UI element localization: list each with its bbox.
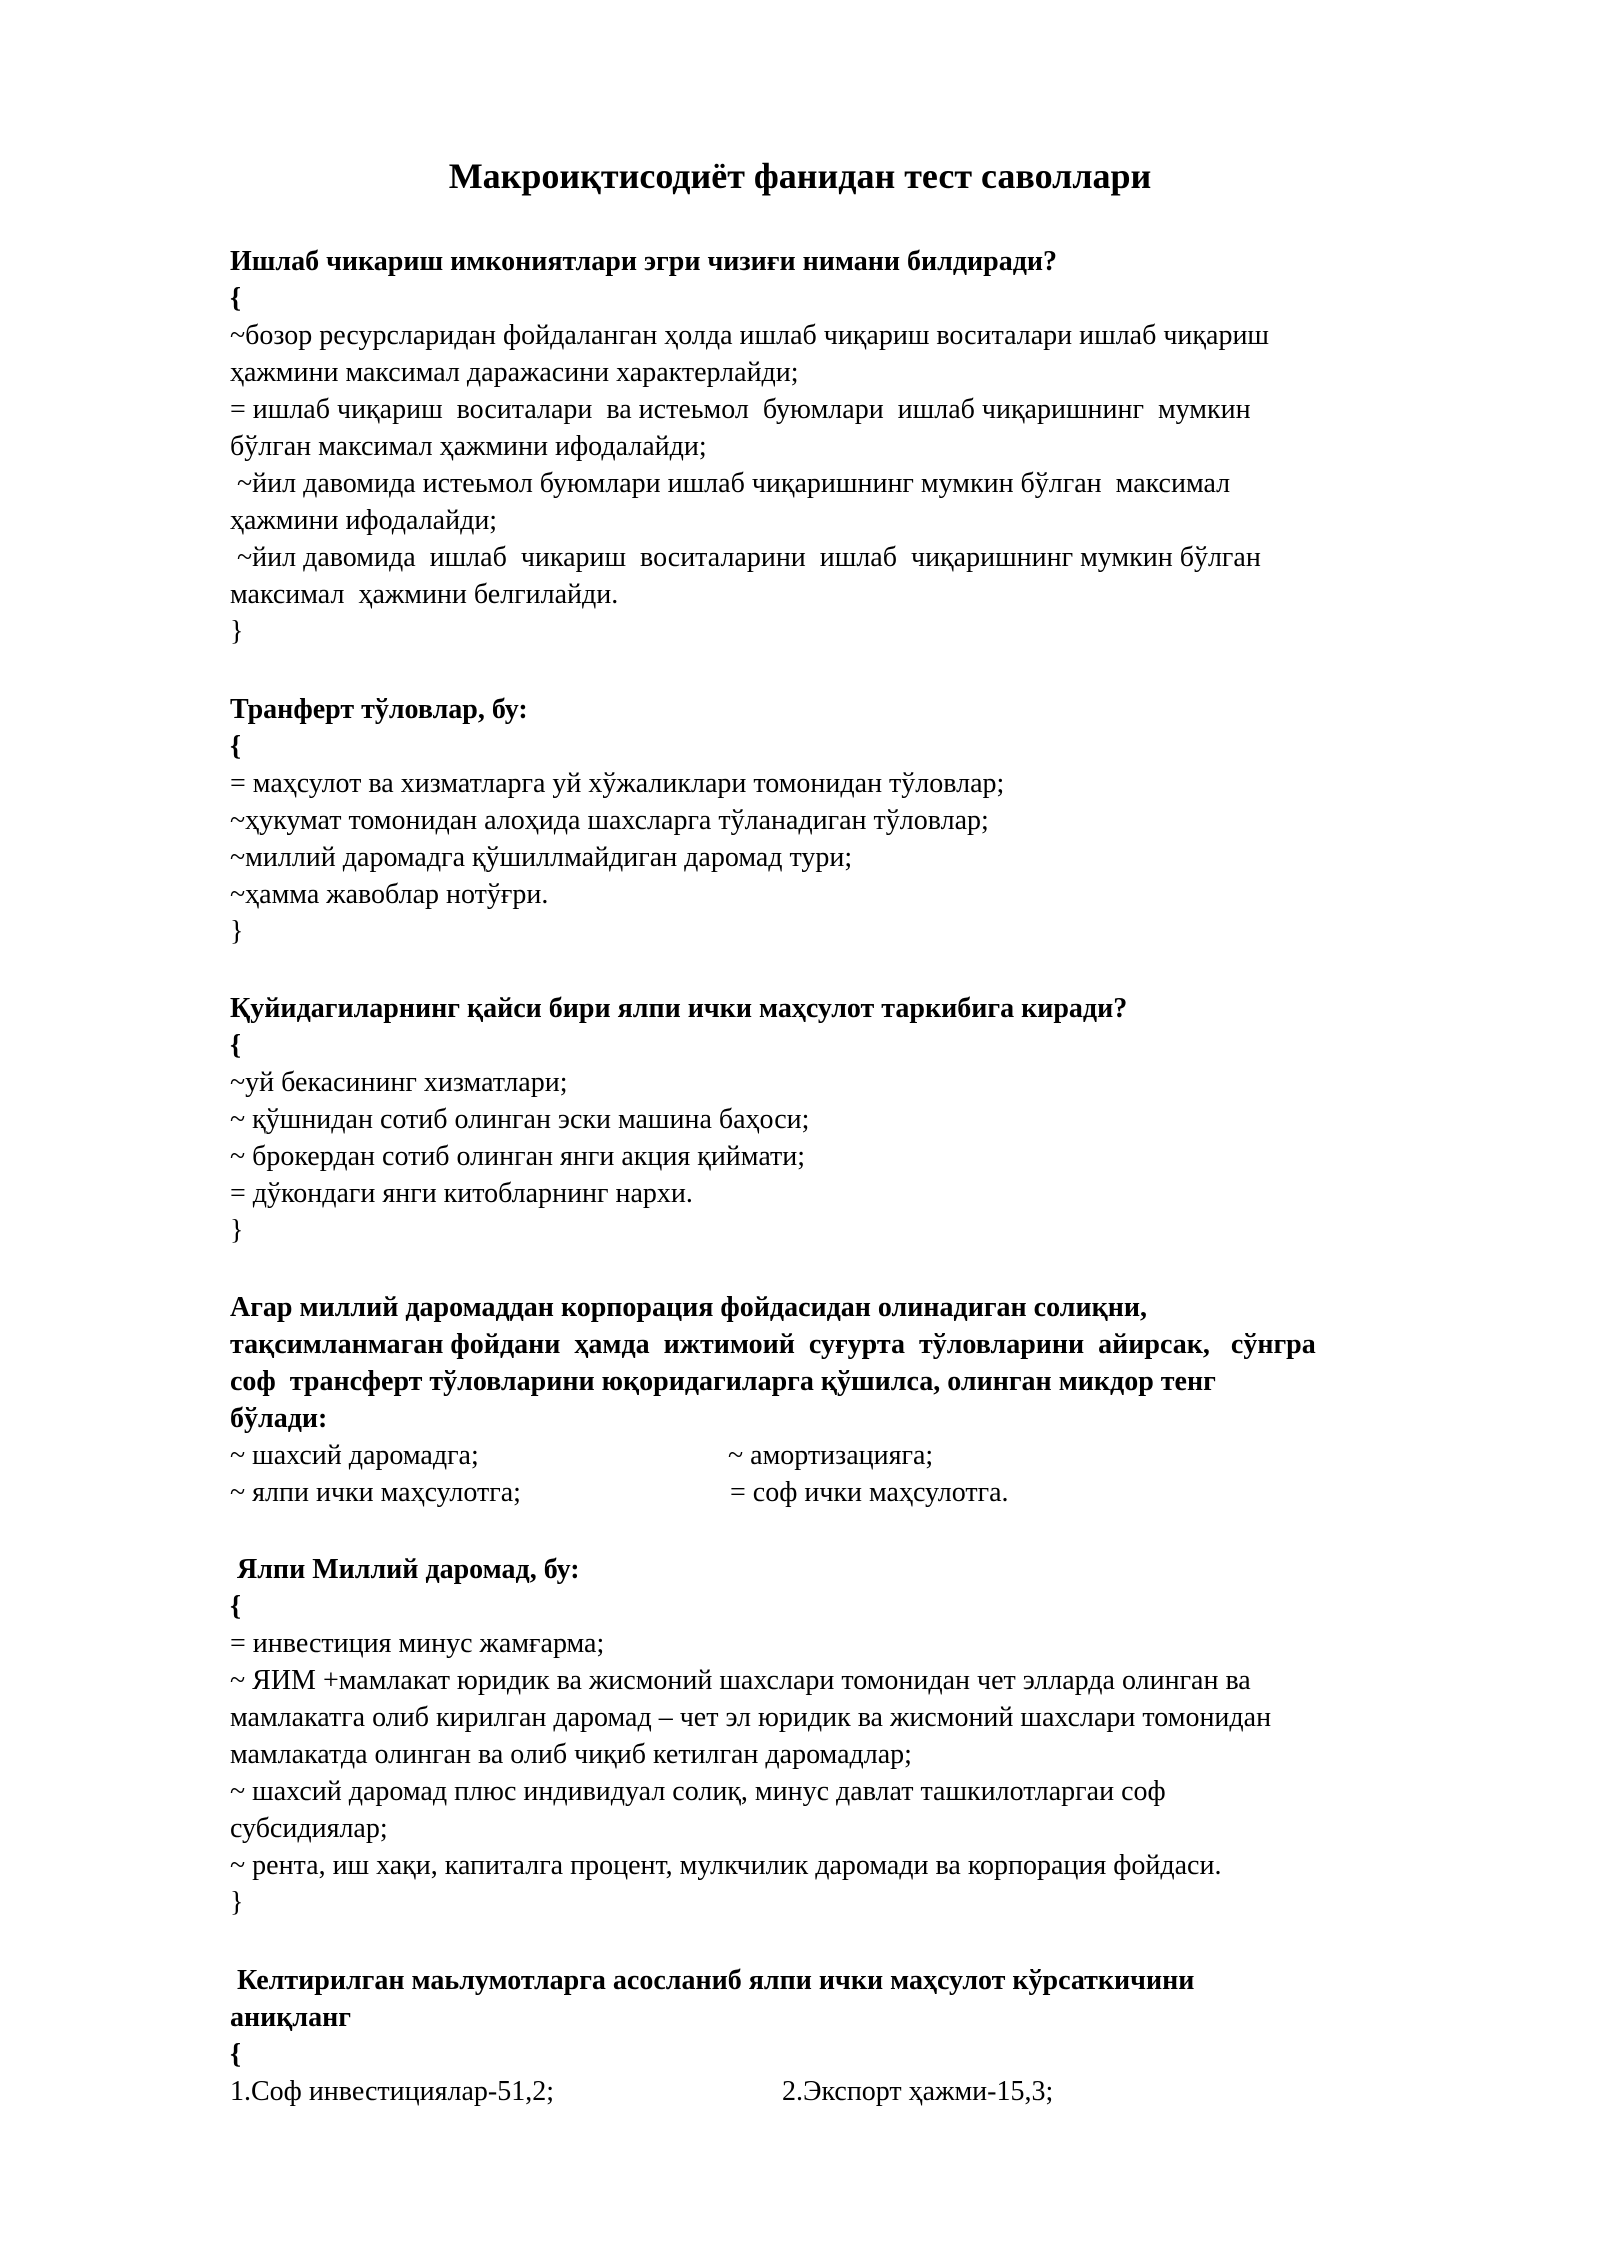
question-2-answer-line: ~миллий даромадга қўшиллмайдиган даромад тури; bbox=[230, 842, 853, 873]
question-5-open-brace: { bbox=[230, 1591, 242, 1622]
question-4-text-line: бўлади: bbox=[230, 1403, 328, 1434]
question-5-answer-line: ~ ЯИМ +мамлакат юридик ва жисмоний шахслари томонидан чет элларда олинган ва bbox=[230, 1665, 1251, 1696]
question-5-text: Ялпи Миллий даромад, бу: bbox=[230, 1554, 580, 1585]
question-2-text: Транферт тўловлар, бу: bbox=[230, 694, 528, 725]
question-5-answer-line: = инвестиция минус жамғарма; bbox=[230, 1628, 605, 1659]
question-1-answer-line: ~йил давомида истеьмол буюмлари ишлаб чиқаришнинг мумкин бўлган максимал bbox=[230, 468, 1231, 499]
question-3-answer-line: = дўкондаги янги китобларнинг нархи. bbox=[230, 1178, 693, 1209]
question-3-answer-line: ~ қўшнидан сотиб олинган эски машина баҳоси; bbox=[230, 1104, 810, 1135]
question-1-open-brace: { bbox=[230, 283, 242, 314]
question-4-option: ~ ялпи ички маҳсулотга; bbox=[230, 1477, 521, 1508]
question-6-data-item: 1.Соф инвестициялар-51,2; bbox=[230, 2076, 554, 2107]
question-2-answer-line: ~ҳамма жавоблар нотўғри. bbox=[230, 879, 549, 910]
question-4-option: ~ амортизацияга; bbox=[728, 1440, 934, 1471]
question-1-answer-line: ~бозор ресурсларидан фойдаланган ҳолда ишлаб чиқариш воситалари ишлаб чиқариш bbox=[230, 320, 1269, 351]
question-1-answer-line: = ишлаб чиқариш воситалари ва истеьмол буюмлари ишлаб чиқаришнинг мумкин bbox=[230, 394, 1251, 425]
question-5-answer-line: мамлакатда олинган ва олиб чиқиб кетилган даромадлар; bbox=[230, 1739, 912, 1770]
question-2-open-brace: { bbox=[230, 731, 242, 762]
question-6-open-brace: { bbox=[230, 2039, 242, 2070]
question-5-answer-line: субсидиялар; bbox=[230, 1813, 388, 1844]
question-6-text-line: аниқланг bbox=[230, 2002, 351, 2033]
question-1-answer-line: бўлган максимал ҳажмини ифодалайди; bbox=[230, 431, 707, 462]
question-5-close-brace: } bbox=[230, 1887, 244, 1918]
page-title: Макроиқтисодиёт фанидан тест саволлари bbox=[448, 156, 1152, 196]
question-3-answer-line: ~уй бекасининг хизматлари; bbox=[230, 1067, 568, 1098]
question-2-close-brace: } bbox=[230, 916, 244, 947]
question-1-close-brace: } bbox=[230, 616, 244, 647]
question-2-answer-line: ~ҳукумат томонидан алоҳида шахсларга тўланадиган тўловлар; bbox=[230, 805, 989, 836]
question-3-close-brace: } bbox=[230, 1215, 244, 1246]
question-5-answer-line: ~ рента, иш хақи, капиталга процент, мулкчилик даромади ва корпорация фойдаси. bbox=[230, 1850, 1222, 1881]
question-6-text-line: Келтирилган маьлумотларга асосланиб ялпи ички маҳсулот кўрсаткичини bbox=[230, 1965, 1195, 1996]
question-5-answer-line: мамлакатга олиб кирилган даромад – чет эл юридик ва жисмоний шахслари томонидан bbox=[230, 1702, 1272, 1733]
question-4-option: ~ шахсий даромадга; bbox=[230, 1440, 479, 1471]
question-1-answer-line: максимал ҳажмини белгилайди. bbox=[230, 579, 619, 610]
question-6-data-item: 2.Экспорт ҳажми-15,3; bbox=[782, 2076, 1054, 2107]
question-1-text: Ишлаб чикариш имкониятлари эгри чизиғи нимани билдиради? bbox=[230, 246, 1058, 277]
question-5-answer-line: ~ шахсий даромад плюс индивидуал солиқ, минус давлат ташкилотларгаи соф bbox=[230, 1776, 1166, 1807]
question-4-text-line: соф трансферт тўловларини юқоридагиларга қўшилса, олинган микдор тенг bbox=[230, 1366, 1216, 1397]
question-4-text-line: Агар миллий даромаддан корпорация фойдасидан олинадиган солиқни, bbox=[230, 1292, 1147, 1323]
question-1-answer-line: ҳажмини ифодалайди; bbox=[230, 505, 498, 536]
question-1-answer-line: ~йил давомида ишлаб чикариш воситаларини ишлаб чиқаришнинг мумкин бўлган bbox=[230, 542, 1261, 573]
question-3-answer-line: ~ брокердан сотиб олинган янги акция қиймати; bbox=[230, 1141, 806, 1172]
question-4-text-line: тақсимланмаган фойдани ҳамда ижтимоий суғурта тўловларини айирсак, сўнгра bbox=[230, 1329, 1316, 1360]
question-3-text: Қуйидагиларнинг қайси бири ялпи ички маҳсулот таркибига киради? bbox=[230, 993, 1128, 1024]
question-2-answer-line: = маҳсулот ва хизматларга уй хўжаликлари томонидан тўловлар; bbox=[230, 768, 1005, 799]
question-1-answer-line: ҳажмини максимал даражасини характерлайди; bbox=[230, 357, 799, 388]
question-3-open-brace: { bbox=[230, 1030, 242, 1061]
question-4-option: = соф ички маҳсулотга. bbox=[730, 1477, 1009, 1508]
